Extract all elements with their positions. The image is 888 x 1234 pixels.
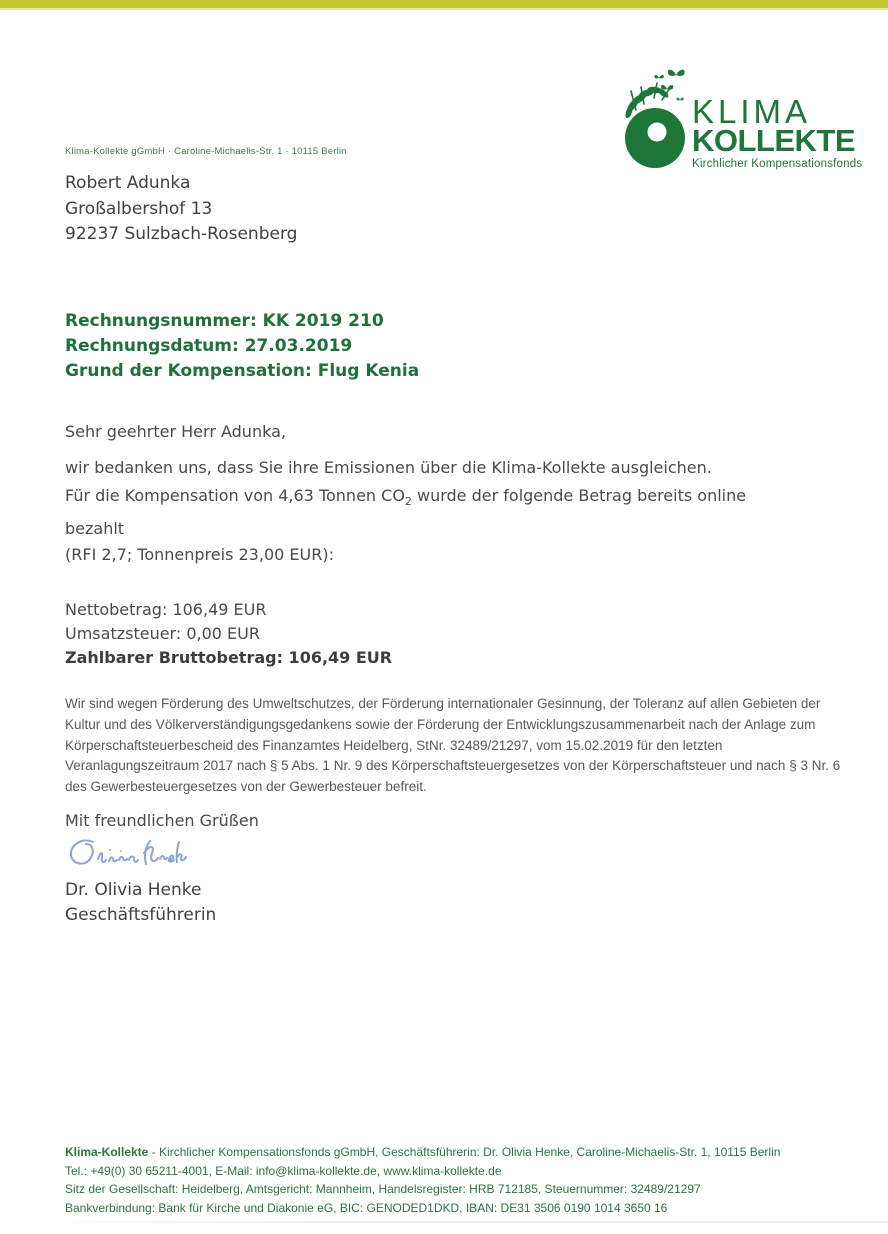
body-line-4: (RFI 2,7; Tonnenpreis 23,00 EUR): (65, 545, 334, 565)
invoice-info (65, 309, 419, 384)
signatory-block (65, 878, 216, 928)
salutation: Sehr geehrter Herr Adunka, (65, 422, 286, 441)
recipient-city: 92237 Sulzbach-Rosenberg (65, 224, 298, 244)
sender-line: Klima-Kollekte gGmbH · Caroline-Michaelis-Str. 1 · 10115 Berlin (65, 146, 347, 157)
footer-block (65, 1143, 857, 1218)
butterfly-icon (654, 70, 684, 101)
tax-exemption-paragraph: Wir sind wegen Förderung des Umweltschutzes, der Förderung internationaler Gesinnung, der Toleranz auf allen Gebieten der Kultur und des Völkerverständigungsgedankens sowie der Förderung der Entwicklungszusammenarbeit nach der Anlage zum Körperschaftsteuerbescheid des Finanzamtes Heidelberg, StNr. 32489/21297, vom 15.02.2019 für den letzten Veranlagungszeitraum 2017 nach § 5 Abs. 1 Nr. 9 des Körperschaftsteuergesetzes von der Körperschaftsteuer und nach § 3 Nr. 6 des Gewerbesteuergesetzes von der Gewerbesteuer befreit. (65, 696, 841, 795)
logo-wordmark (692, 58, 862, 170)
footer-line-3: Sitz der Gesellschaft: Heidelberg, Amtsgericht: Mannheim, Handelsregister: HRB 712185, Steuernummer: 32489/21297 (65, 1182, 701, 1197)
signatory-title: Geschäftsführerin (65, 905, 217, 925)
gross-amount: Zahlbarer Bruttobetrag: 106,49 EUR (65, 648, 393, 667)
invoice-date: Rechnungsdatum: 27.03.2019 (65, 336, 353, 356)
body-paragraph (65, 455, 845, 568)
footer-line-1: Klima-Kollekte - Kirchlicher Kompensationsfonds gGmbH, Geschäftsführerin: Dr. Olivia Henke, Caroline-Michaelis-Str. 1, 10115 Berlin (65, 1145, 781, 1159)
top-accent-bar (0, 0, 888, 10)
closing-greeting: Mit freundlichen Grüßen (65, 811, 259, 830)
recipient-name: Robert Adunka (65, 173, 191, 193)
body-line-2: Für die Kompensation von 4,63 Tonnen $CO_2$ wurde der folgende Betrag bereits online (65, 486, 747, 509)
body-line-3: bezahlt (65, 519, 125, 539)
signature-image (66, 835, 191, 877)
logo-wordmark-klima: KLIMA (692, 93, 812, 130)
logo-wordmark-kollekte: KOLLEKTE (692, 123, 856, 158)
signatory-name: Dr. Olivia Henke (65, 880, 202, 900)
klima-kollekte-logo (610, 58, 870, 180)
recipient-address (65, 171, 297, 248)
net-amount: Nettobetrag: 106,49 EUR (65, 600, 267, 619)
footer-line-4: Bankverbindung: Bank für Kirche und Diakonie eG, BIC: GENODED1DKD, IBAN: DE31 3506 0190 1014 3650 16 (65, 1201, 668, 1216)
logo-circle-icon (610, 58, 692, 180)
logo-tagline: Kirchlicher Kompensationsfonds (692, 158, 863, 170)
bottom-divider (70, 1221, 888, 1223)
invoice-number: Rechnungsnummer: KK 2019 210 (65, 311, 384, 331)
footer-line-2: Tel.: +49(0) 30 65211-4001, E-Mail: info@klima-kollekte.de, www.klima-kollekte.de (65, 1163, 502, 1178)
body-line-1: wir bedanken uns, dass Sie ihre Emissionen über die Klima-Kollekte ausgleichen. (65, 458, 712, 477)
co2-subscript: 2 (404, 495, 412, 509)
compensation-reason: Grund der Kompensation: Flug Kenia (65, 361, 420, 381)
vat-amount: Umsatzsteuer: 0,00 EUR (65, 624, 260, 643)
amounts-block (65, 598, 392, 670)
footer-company-name: Klima-Kollekte (65, 1145, 149, 1159)
recipient-street: Großalbershof 13 (65, 198, 213, 219)
